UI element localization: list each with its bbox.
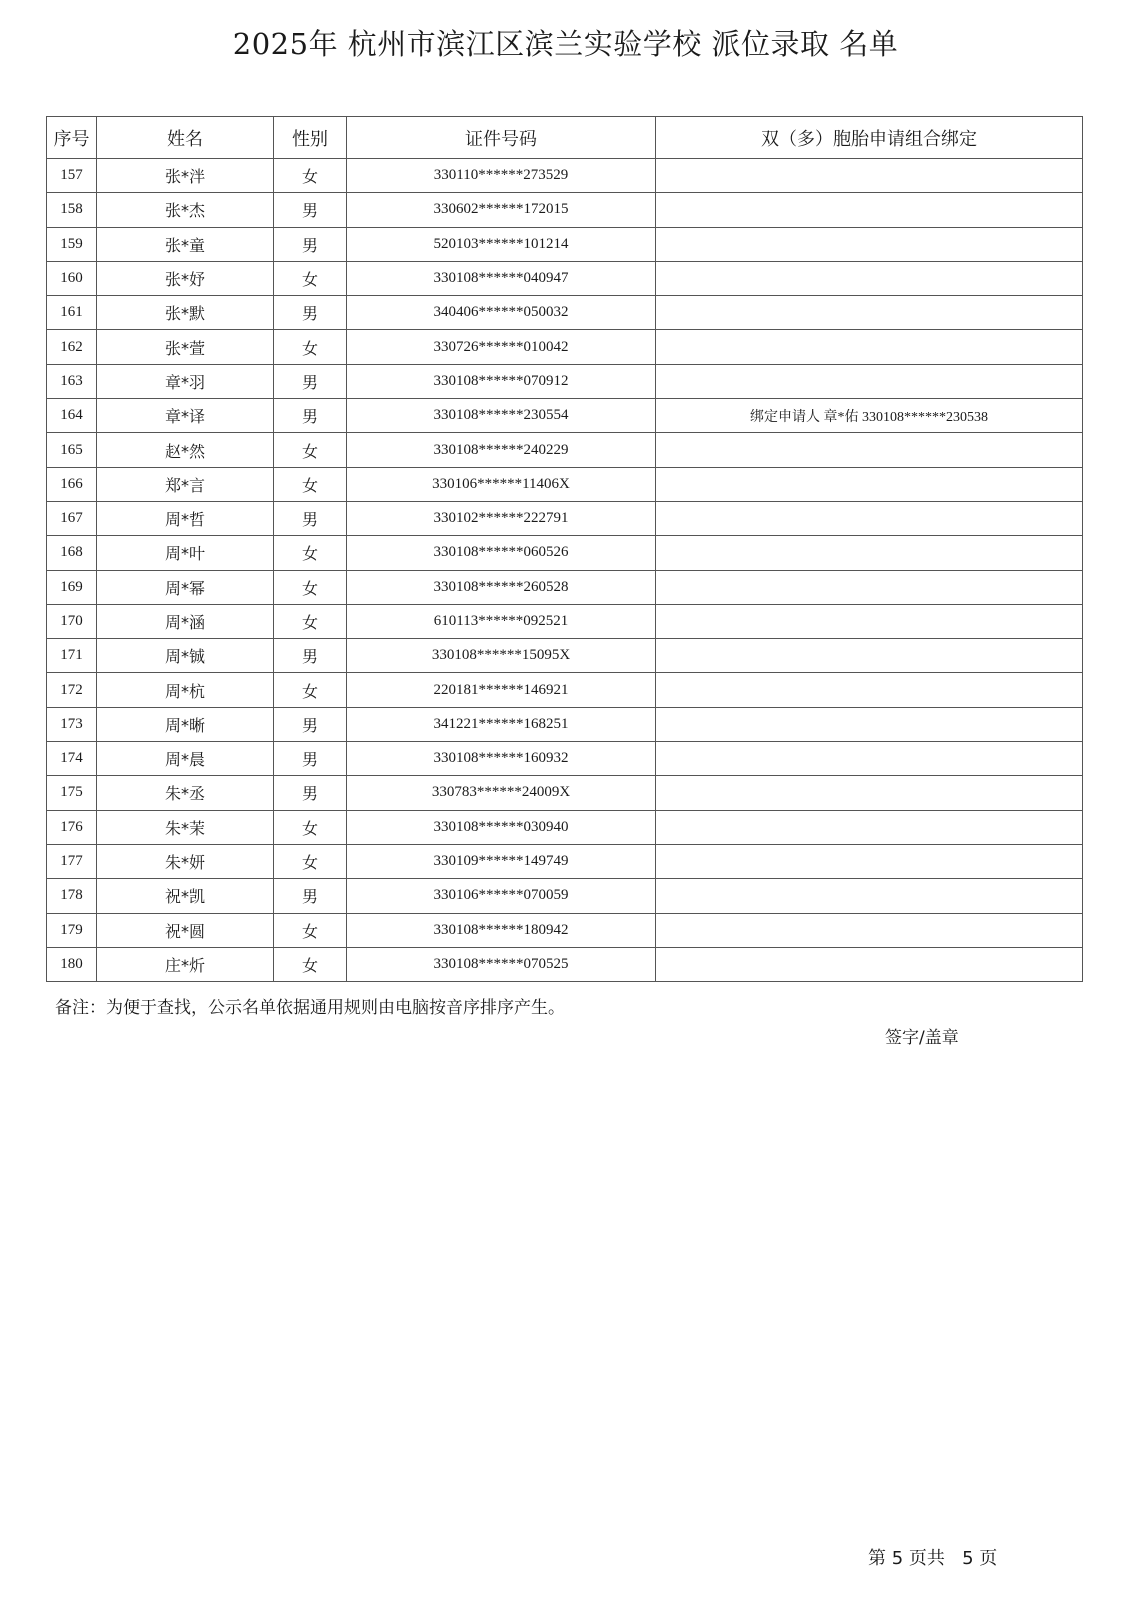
cell-id-number: 330108******240229	[347, 433, 656, 467]
table-row	[47, 776, 1083, 810]
cell-name: 周*涵	[97, 604, 274, 638]
cell-name: 赵*然	[97, 433, 274, 467]
cell-name: 张*默	[97, 296, 274, 330]
cell-serial-number: 165	[47, 433, 97, 467]
cell-serial-number: 172	[47, 673, 97, 707]
cell-id-number: 330108******160932	[347, 742, 656, 776]
cell-twin-binding	[656, 227, 1083, 261]
cell-serial-number: 177	[47, 844, 97, 878]
cell-gender: 男	[274, 742, 347, 776]
cell-id-number: 330110******273529	[347, 159, 656, 193]
cell-id-number: 330106******070059	[347, 879, 656, 913]
cell-twin-binding	[656, 364, 1083, 398]
cell-twin-binding	[656, 913, 1083, 947]
table-row	[47, 604, 1083, 638]
cell-name: 张*杰	[97, 193, 274, 227]
cell-gender: 男	[274, 501, 347, 535]
cell-serial-number: 163	[47, 364, 97, 398]
cell-id-number: 330108******230554	[347, 399, 656, 433]
header-serial-number: 序号	[47, 117, 97, 159]
cell-id-number: 330106******11406X	[347, 467, 656, 501]
header-name: 姓名	[97, 117, 274, 159]
roster-table	[46, 116, 1083, 982]
cell-gender: 男	[274, 399, 347, 433]
cell-gender: 男	[274, 879, 347, 913]
table-row	[47, 296, 1083, 330]
table-row	[47, 501, 1083, 535]
cell-name: 郑*言	[97, 467, 274, 501]
cell-gender: 女	[274, 844, 347, 878]
cell-gender: 女	[274, 536, 347, 570]
page-total: 5	[962, 1548, 974, 1569]
table-row	[47, 639, 1083, 673]
cell-gender: 女	[274, 913, 347, 947]
cell-name: 祝*圆	[97, 913, 274, 947]
cell-serial-number: 179	[47, 913, 97, 947]
cell-id-number: 330109******149749	[347, 844, 656, 878]
cell-name: 周*铖	[97, 639, 274, 673]
table-row	[47, 742, 1083, 776]
table-row	[47, 810, 1083, 844]
cell-name: 周*晨	[97, 742, 274, 776]
cell-serial-number: 178	[47, 879, 97, 913]
footnote: 备注：为便于查找，公示名单依据通用规则由电脑按音序排序产生。	[55, 998, 565, 1018]
cell-twin-binding	[656, 776, 1083, 810]
cell-serial-number: 176	[47, 810, 97, 844]
document-title: 2025年 杭州市滨江区滨兰实验学校 派位录取 名单	[232, 27, 899, 61]
table-row	[47, 913, 1083, 947]
table-row	[47, 227, 1083, 261]
cell-gender: 男	[274, 776, 347, 810]
cell-serial-number: 167	[47, 501, 97, 535]
cell-id-number: 520103******101214	[347, 227, 656, 261]
cell-id-number: 330108******070912	[347, 364, 656, 398]
header-id-number: 证件号码	[347, 117, 656, 159]
table-row	[47, 536, 1083, 570]
page-suffix: 页	[979, 1548, 998, 1569]
cell-gender: 女	[274, 433, 347, 467]
cell-id-number: 341221******168251	[347, 707, 656, 741]
cell-twin-binding	[656, 879, 1083, 913]
cell-name: 周*晰	[97, 707, 274, 741]
cell-twin-binding	[656, 707, 1083, 741]
cell-serial-number: 162	[47, 330, 97, 364]
cell-serial-number: 166	[47, 467, 97, 501]
cell-gender: 男	[274, 227, 347, 261]
cell-id-number: 330108******070525	[347, 947, 656, 981]
cell-name: 张*泮	[97, 159, 274, 193]
table-row	[47, 879, 1083, 913]
cell-gender: 女	[274, 673, 347, 707]
table-row	[47, 570, 1083, 604]
cell-gender: 女	[274, 570, 347, 604]
cell-gender: 女	[274, 261, 347, 295]
cell-twin-binding	[656, 501, 1083, 535]
cell-id-number: 330108******260528	[347, 570, 656, 604]
cell-id-number: 330602******172015	[347, 193, 656, 227]
cell-twin-binding	[656, 604, 1083, 638]
cell-serial-number: 158	[47, 193, 97, 227]
cell-twin-binding: 绑定申请人 章*佑 330108******230538	[656, 399, 1083, 433]
cell-twin-binding	[656, 536, 1083, 570]
cell-name: 章*羽	[97, 364, 274, 398]
cell-gender: 女	[274, 467, 347, 501]
cell-id-number: 610113******092521	[347, 604, 656, 638]
cell-twin-binding	[656, 844, 1083, 878]
table-row	[47, 433, 1083, 467]
cell-twin-binding	[656, 261, 1083, 295]
cell-name: 周*哲	[97, 501, 274, 535]
page-indicator	[868, 1544, 997, 1570]
cell-id-number: 330726******010042	[347, 330, 656, 364]
cell-id-number: 330108******030940	[347, 810, 656, 844]
cell-serial-number: 160	[47, 261, 97, 295]
cell-id-number: 330108******060526	[347, 536, 656, 570]
table-row	[47, 844, 1083, 878]
header-gender: 性别	[274, 117, 347, 159]
cell-name: 周*幂	[97, 570, 274, 604]
page-prefix: 第	[868, 1548, 886, 1569]
cell-name: 朱*妍	[97, 844, 274, 878]
cell-serial-number: 164	[47, 399, 97, 433]
table-row	[47, 193, 1083, 227]
cell-twin-binding	[656, 433, 1083, 467]
cell-gender: 女	[274, 947, 347, 981]
table-row	[47, 947, 1083, 981]
cell-gender: 女	[274, 810, 347, 844]
cell-id-number: 220181******146921	[347, 673, 656, 707]
cell-id-number: 330102******222791	[347, 501, 656, 535]
header-twin-binding: 双（多）胞胎申请组合绑定	[656, 117, 1083, 159]
cell-twin-binding	[656, 947, 1083, 981]
cell-twin-binding	[656, 159, 1083, 193]
table-row	[47, 707, 1083, 741]
cell-gender: 女	[274, 330, 347, 364]
cell-serial-number: 173	[47, 707, 97, 741]
cell-twin-binding	[656, 810, 1083, 844]
cell-id-number: 330108******15095X	[347, 639, 656, 673]
table-header-row	[47, 117, 1083, 159]
cell-gender: 男	[274, 193, 347, 227]
cell-serial-number: 169	[47, 570, 97, 604]
cell-gender: 男	[274, 707, 347, 741]
cell-name: 朱*丞	[97, 776, 274, 810]
page-middle: 页共	[908, 1548, 945, 1569]
cell-serial-number: 157	[47, 159, 97, 193]
table-row	[47, 364, 1083, 398]
cell-name: 朱*茉	[97, 810, 274, 844]
table-row	[47, 673, 1083, 707]
table-row	[47, 330, 1083, 364]
cell-twin-binding	[656, 639, 1083, 673]
cell-name: 祝*凯	[97, 879, 274, 913]
cell-twin-binding	[656, 570, 1083, 604]
cell-id-number: 330783******24009X	[347, 776, 656, 810]
cell-gender: 男	[274, 639, 347, 673]
cell-id-number: 330108******040947	[347, 261, 656, 295]
cell-twin-binding	[656, 330, 1083, 364]
cell-twin-binding	[656, 467, 1083, 501]
cell-serial-number: 159	[47, 227, 97, 261]
cell-name: 张*妤	[97, 261, 274, 295]
cell-name: 张*萱	[97, 330, 274, 364]
table-body	[47, 159, 1083, 982]
cell-gender: 女	[274, 159, 347, 193]
cell-name: 周*叶	[97, 536, 274, 570]
cell-serial-number: 180	[47, 947, 97, 981]
cell-serial-number: 161	[47, 296, 97, 330]
page-current: 5	[891, 1548, 904, 1569]
cell-serial-number: 170	[47, 604, 97, 638]
cell-serial-number: 171	[47, 639, 97, 673]
cell-serial-number: 168	[47, 536, 97, 570]
cell-name: 张*童	[97, 227, 274, 261]
table-row	[47, 159, 1083, 193]
cell-id-number: 330108******180942	[347, 913, 656, 947]
table-row	[47, 467, 1083, 501]
table-row	[47, 399, 1083, 433]
signature-label: 签字/盖章	[885, 1028, 959, 1048]
cell-id-number: 340406******050032	[347, 296, 656, 330]
cell-gender: 男	[274, 296, 347, 330]
cell-twin-binding	[656, 296, 1083, 330]
cell-gender: 女	[274, 604, 347, 638]
cell-twin-binding	[656, 193, 1083, 227]
cell-name: 周*杭	[97, 673, 274, 707]
cell-gender: 男	[274, 364, 347, 398]
cell-serial-number: 174	[47, 742, 97, 776]
cell-twin-binding	[656, 742, 1083, 776]
cell-serial-number: 175	[47, 776, 97, 810]
cell-name: 庄*炘	[97, 947, 274, 981]
cell-twin-binding	[656, 673, 1083, 707]
table-row	[47, 261, 1083, 295]
cell-name: 章*译	[97, 399, 274, 433]
